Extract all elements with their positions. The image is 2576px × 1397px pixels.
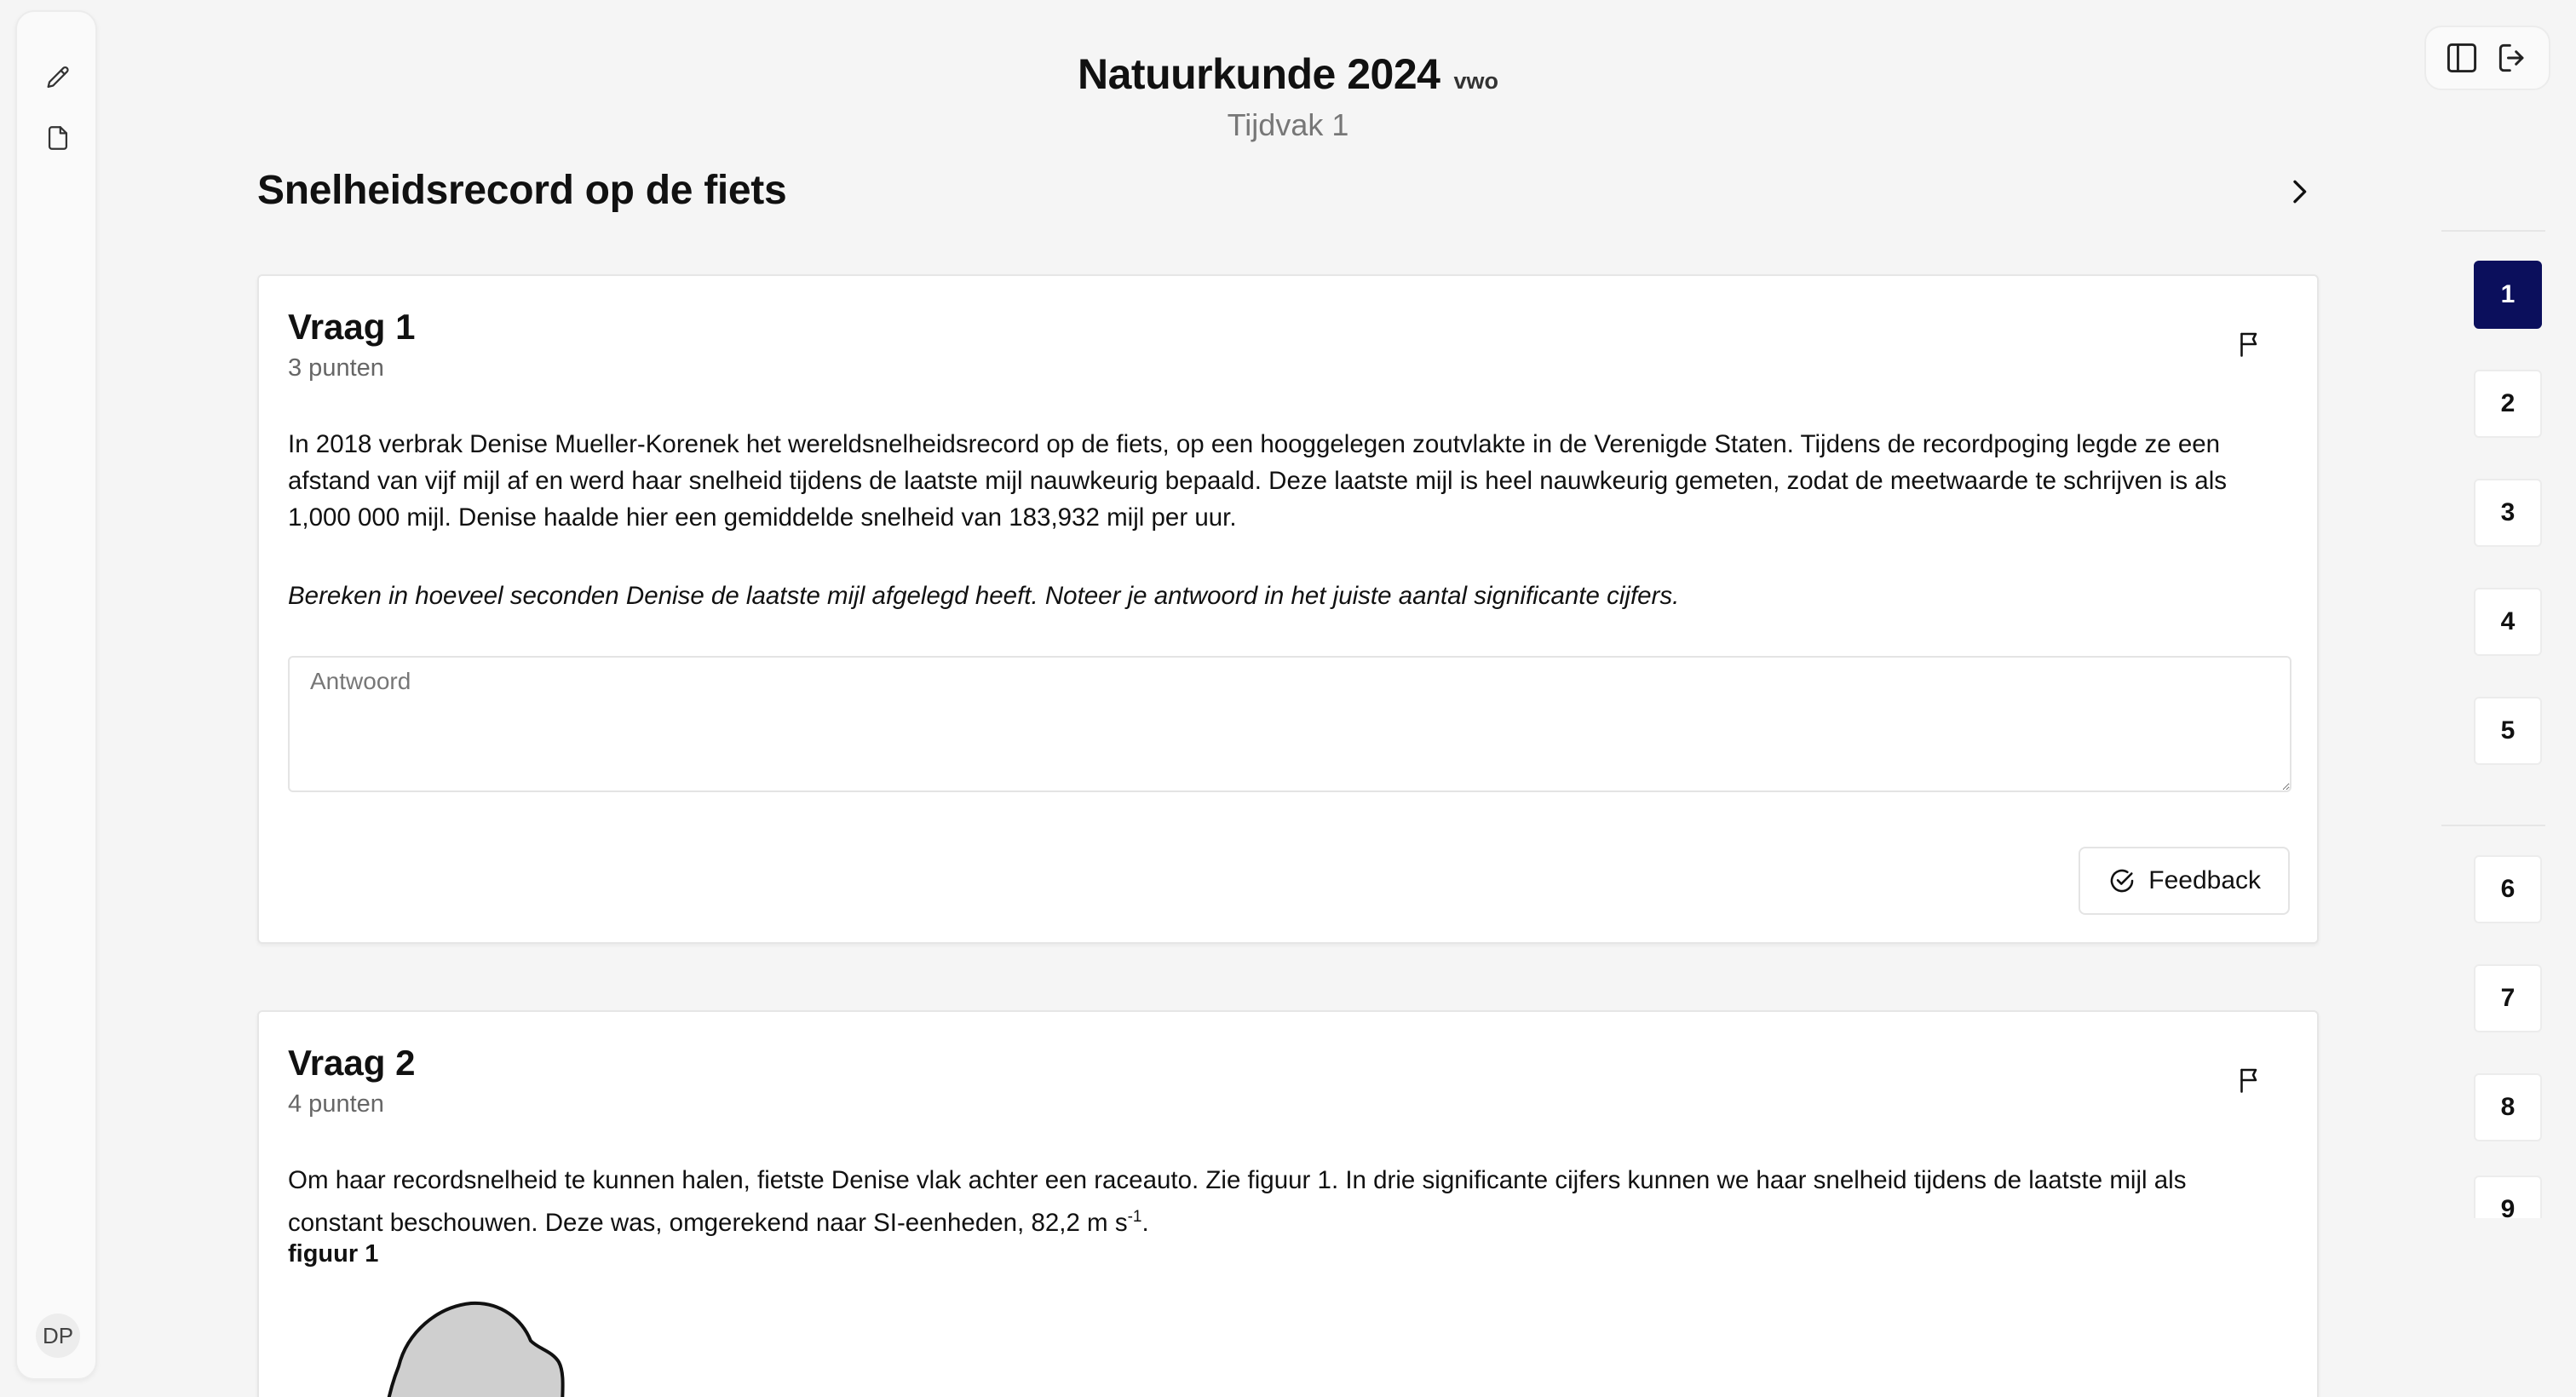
question-instruction: Bereken in hoeveel seconden Denise de laatste mijl afgelegd heeft. Noteer je antwoord in het juiste aantal significante cijfers.	[288, 582, 1680, 610]
question-nav-2[interactable]: 2	[2474, 370, 2542, 438]
question-title: Vraag 2	[288, 1043, 416, 1083]
nav-divider	[2441, 825, 2545, 826]
sidebar-toggle-icon[interactable]	[2440, 36, 2484, 80]
chevron-right-icon[interactable]	[2278, 170, 2320, 213]
feedback-button[interactable]	[2079, 847, 2290, 915]
question-nav-4[interactable]: 4	[2474, 588, 2542, 656]
check-circle-icon	[2107, 866, 2136, 895]
question-nav-6[interactable]: 6	[2474, 855, 2542, 923]
page-subtitle: Tijdvak 1	[1227, 107, 1349, 142]
question-text-main: Om haar recordsnelheid te kunnen halen, fietste Denise vlak achter een raceauto. Zie figuur 1. In drie significante cijfers kunnen we haar snelheid tijdens de laatste mijl als constant beschouwen. Deze was, omgerekend naar SI-eenheden, 82,2 m s	[288, 1166, 2187, 1237]
flag-icon[interactable]	[2235, 1065, 2273, 1102]
nav-divider	[2441, 230, 2545, 232]
page-title: Natuurkunde 2024	[1078, 50, 1440, 98]
question-text: In 2018 verbrak Denise Mueller-Korenek het wereldsnelheidsrecord op de fiets, op een hooggelegen zoutvlakte in de Verenigde Staten. Tijdens de recordpoging legde ze een afstand van vijf mijl af en werd haar snelheid tijdens de laatste mijl nauwkeurig bepaald. Deze laatste mijl is heel nauwkeurig gemeten, zodat de meetwaarde te schrijven is als 1,000 000 mijl. Denise haalde hier een gemiddelde snelheid van 183,932 mijl per uur.	[288, 430, 2227, 532]
question-card-2	[257, 1010, 2319, 1397]
question-points: 4 punten	[288, 1090, 384, 1118]
question-nav-8[interactable]: 8	[2474, 1073, 2542, 1141]
question-nav-overflow	[2462, 1176, 2564, 1218]
flag-icon[interactable]	[2235, 329, 2273, 366]
question-points: 3 punten	[288, 354, 384, 382]
figure-label: figuur 1	[288, 1240, 379, 1268]
question-nav-3[interactable]: 3	[2474, 479, 2542, 547]
answer-input[interactable]	[288, 656, 2291, 792]
feedback-label: Feedback	[2148, 866, 2261, 894]
left-sidebar	[15, 10, 97, 1380]
section-title: Snelheidsrecord op de fiets	[257, 168, 787, 213]
question-title: Vraag 1	[288, 307, 416, 347]
avatar[interactable]	[36, 1314, 80, 1358]
top-right-toolbar	[2424, 26, 2550, 90]
exam-header	[0, 49, 2576, 143]
question-text-end: .	[1141, 1208, 1149, 1237]
question-text	[288, 1162, 2288, 1241]
question-nav-5[interactable]: 5	[2474, 697, 2542, 765]
question-nav-7[interactable]: 7	[2474, 964, 2542, 1032]
question-nav-1[interactable]: 1	[2474, 261, 2542, 329]
question-card-1	[257, 274, 2319, 944]
logout-icon[interactable]	[2491, 36, 2535, 80]
avatar-initials: DP	[42, 1322, 74, 1348]
figure-image	[288, 1273, 629, 1397]
unit-superscript: -1	[1127, 1208, 1142, 1226]
question-nav-9[interactable]: 9	[2474, 1176, 2542, 1218]
level-label: vwo	[1453, 68, 1498, 94]
